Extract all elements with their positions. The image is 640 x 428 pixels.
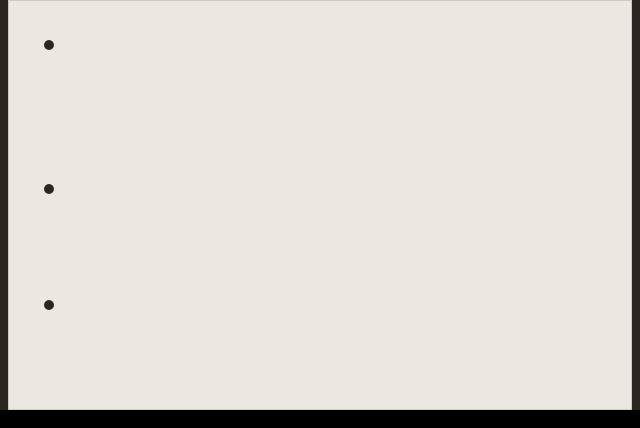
punch-hole [44, 300, 54, 310]
punch-hole [44, 184, 54, 194]
punch-hole [44, 40, 54, 50]
footer-bar [0, 410, 640, 428]
document-sheet [8, 0, 632, 410]
